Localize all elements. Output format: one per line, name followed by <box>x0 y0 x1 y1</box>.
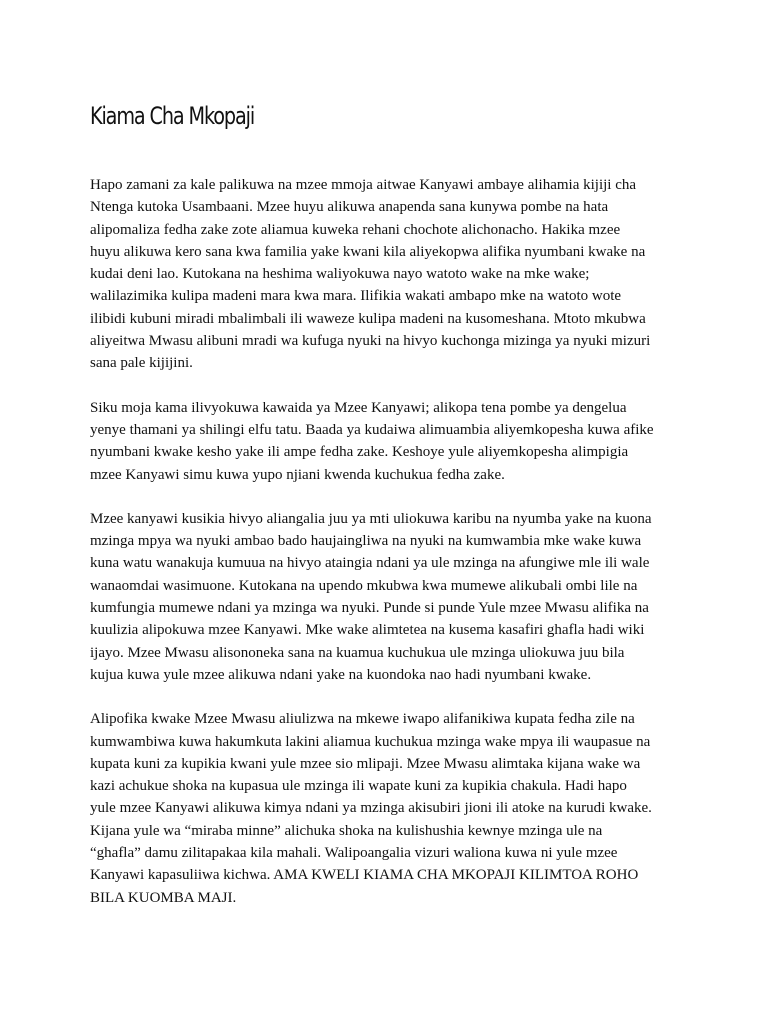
paragraph-3 <box>90 508 680 686</box>
text-line: Kanyawi kapasuliiwa kichwa. AMA KWELI KIAMA CHA MKOPAJI KILIMTOA ROHO <box>90 867 639 884</box>
text-line: “ghafla” damu zilitapakaa kila mahali. Walipoangalia vizuri waliona kuwa ni yule mzee <box>90 845 618 862</box>
text-line: wanaomdai wasimuone. Kutokana na upendo mkubwa kwa mumewe alikubali ombi lile na <box>90 577 638 594</box>
text-line: mzinga mpya wa nyuki ambao bado haujaingliwa na nyuki na kumwambia mke wake kuwa <box>90 533 642 550</box>
text-line: yule mzee Kanyawi alikuwa kimya ndani ya mzinga akisubiri jioni ili atoke na kurudi kwake. <box>90 800 652 817</box>
text-line: Siku moja kama ilivyokuwa kawaida ya Mzee Kanyawi; alikopa tena pombe ya dengelua <box>90 399 627 416</box>
text-line: aliyeitwa Mwasu alibuni mradi wa kufuga nyuki na hivyo kuchonga mizinga ya nyuki mizuri <box>90 333 651 350</box>
text-line: Mzee kanyawi kusikia hivyo aliangalia juu ya mti uliokuwa karibu na nyumba yake na kuona <box>90 510 652 527</box>
text-line: nyumbani kwake kesho yake ili ampe fedha zake. Keshoye yule aliyemkopesha alimpigia <box>90 444 629 461</box>
text-line: ilibidi kubuni miradi mbalimbali ili waweze kulipa madeni na kusomeshana. Mtoto mkubwa <box>90 310 646 327</box>
text-line: mzee Kanyawi simu kuwa yupo njiani kwenda kuchukua fedha zake. <box>90 466 505 483</box>
text-line: huyu alikuwa kero sana kwa familia yake kwani kila aliyekopwa alifika nyumbani kwake na <box>90 243 646 260</box>
text-line: walilazimika kulipa madeni mara kwa mara. Ilifikia wakati ambapo mke na watoto wote <box>90 288 622 305</box>
text-line: BILA KUOMBA MAJI. <box>90 889 237 906</box>
paragraph-2 <box>90 397 680 486</box>
text-line: yenye thamani ya shilingi elfu tatu. Baada ya kudaiwa alimuambia aliyemkopesha kuwa afike <box>90 421 654 438</box>
paragraph-1 <box>90 174 680 375</box>
text-line: Hapo zamani za kale palikuwa na mzee mmoja aitwae Kanyawi ambaye alihamia kijiji cha <box>90 177 637 193</box>
text-line: Alipofika kwake Mzee Mwasu aliulizwa na mkewe iwapo alifanikiwa kupata fedha zile na <box>90 711 635 728</box>
text-line: kuna watu wanakuja kumuua na hivyo ataingia ndani ya ule mzinga na afungiwe mle ili wale <box>90 555 650 572</box>
text-line: alipomaliza fedha zake zote aliamua kuweka rehani chochote alichonacho. Hakika mzee <box>90 221 621 238</box>
text-line: kazi achukue shoka na kupasua ule mzinga ili wapate kuni za kupikia chakula. Hadi hapo <box>90 778 627 795</box>
paragraph-4 <box>90 708 680 909</box>
text-line: kupata kuni za kupikia kwani yule mzee sio mlipaji. Mzee Mwasu alimtaka kijana wake wa <box>90 755 641 772</box>
text-line: kuulizia alipokuwa mzee Kanyawi. Mke wake alimtetea na kusema kasafiri ghafla hadi wiki <box>90 622 645 639</box>
text-line: kumfungia mumewe ndani ya mzinga wa nyuki. Punde si punde Yule mzee Mwasu alifika na <box>90 600 649 617</box>
text-line: kumwambiwa kuwa hakumkuta lakini aliamua kuchukua mzinga wake mpya ili waupasue na <box>90 733 651 750</box>
text-line: sana pale kijijini. <box>90 355 193 372</box>
text-line: Ntenga kutoka Usambaani. Mzee huyu alikuwa anapenda sana kunywa pombe na hata <box>90 199 609 216</box>
document-title: Kiama Cha Mkopaji <box>90 102 255 130</box>
text-line: kudai deni lao. Kutokana na heshima waliyokuwa nayo watoto wake na mke wake; <box>90 266 590 283</box>
text-line: ijayo. Mzee Mwasu alisononeka sana na kuamua kuchukua ule mzinga uliokuwa juu bila <box>90 644 625 661</box>
text-line: Kijana yule wa “miraba minne” alichuka shoka na kulishushia kewnye mzinga ule na <box>90 822 603 839</box>
document-body <box>90 174 680 931</box>
text-line: kujua kuwa yule mzee alikuwa ndani yake na kuondoka nao hadi nyumbani kwake. <box>90 666 592 683</box>
